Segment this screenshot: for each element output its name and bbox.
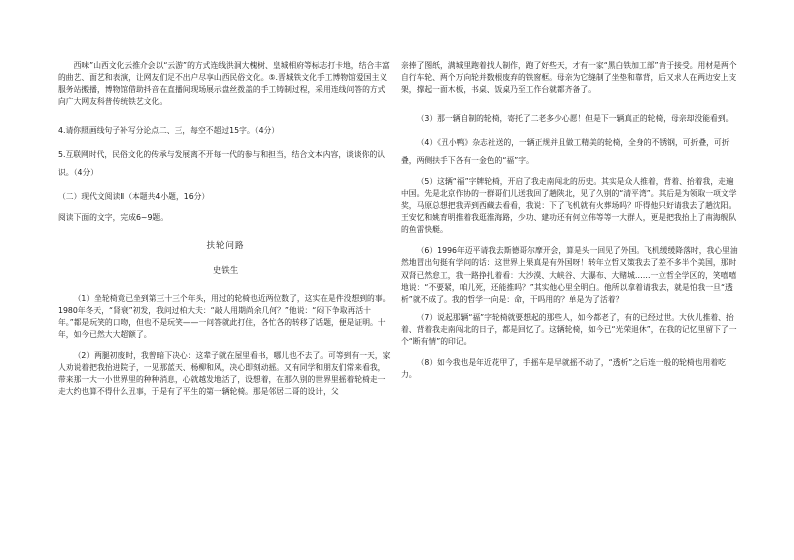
intro-paragraph: 西味”山西文化云推介会以“云游”的方式连线洪洞大槐树、皇城相府等标志打卡地，结合丰富的曲艺、面艺和表演，让网友们足不出户尽享山西民俗文化。⑤.晋城铁文化手工博物馆爱国主义服务站搬播，博物馆借助抖音在直播间现场展示盘丝拨盖的手工铸制过程，采用连线问答的方式向广大网友科普传统铁艺文化。 <box>58 61 390 107</box>
paragraph-5: （5）这辆“福”字牌轮椅，开启了我走南闯北的历史。其实是众人推着，背着、抬着我，走遍中国。先是北京作协的一群哥们儿送我回了趟陕北，见了久别的“清平湾”。其后是为领取一项文学奖，马原总想把我弄到西藏去看看，我说：下了飞机就有火葬场吗？吓得他只好请我去了趟沈阳。王安忆和姚育明推着我逛淮海路，少功、建功还有何立伟等等一大群人，更是把我抬上了南海舰队的鱼雷快艇。 <box>401 177 737 235</box>
left-column <box>58 60 393 398</box>
paragraph-3: （3）那一辆自制的轮椅，寄托了二老多少心愿！但是下一辆真正的轮椅，母亲却没能看到。 <box>416 114 734 124</box>
reading-instruction: 阅读下面的文字，完成6~9题。 <box>58 213 169 223</box>
article-author: 史铁生 <box>212 266 239 277</box>
section-heading: （二）现代文阅读Ⅱ（本题共4小题，16分） <box>58 192 210 202</box>
paragraph-2-continued: 亲捧了图纸，满城里跑着找人制作，跑了好些天，才有一家“黑白铁加工部”肯于接受。用材是两个自行车轮、两个万向轮并数根废弃的铁窗框。母亲为它缝制了坐垫和靠背，后又求人在两边安上支架，撑起一面木板，书桌、饭桌乃至工作台就都齐备了。 <box>401 61 737 95</box>
paragraph-2: （2）两腿初废时，我曾暗下决心：这辈子就在屋里看书，哪儿也不去了。可等到有一天，家人劝说着把我抬进院子，一见那蓝天、杨柳和风，决心即刻动摇。又有同学和朋友们常来看我，带来那一大一小世界里的种种消息，心就越发地活了，设想着，在那久别的世界里摇着轮椅走一走大约也算不得什么丑事，于是有了平生的第一辆轮椅。那是邻居二哥的设计，父 <box>58 350 391 397</box>
paragraph-4: （4）《丑小鸭》杂志社送的，一辆正规并且做工精美的轮椅，全身的不锈钢，可折叠，可折叠，两侧扶手下各有一金色的“福”字。 <box>401 138 730 166</box>
paragraph-7: （7）说起那辆“福”字轮椅就要想起的那些人，如今都老了，有的已经过世。大伙儿推着、抬着、背着我走南闯北的日子，都是回忆了。这辆轮椅，如今已“光荣退休”，在我的记忆里留下了一个“断有情”的印记。 <box>401 312 737 346</box>
question-5: 5.互联网时代，民俗文化的传承与发展离不开每一代的参与和担当，结合文本内容，谈谈你的认识。（4分） <box>58 150 386 178</box>
paragraph-1: （1）坐轮椅竟已坐到第三十三个年头，用过的轮椅也近两位数了，这实在是件没想到的事。1980年冬天，“肾衰”初发，我问过柏大夫：“敲人用期尚余几何？”他说：“闷下争取再活十年。”都是玩笑的口吻，但也不是玩笑——一问答就此打住，各忙各的转移了话题，便是证明。十年，如今已然大大超额了。 <box>58 293 391 339</box>
paragraph-8: （8）如今我也是年近花甲了，手摇车是早就摇不动了，“透析”之后连一般的轮椅也用着吃力。 <box>401 358 726 380</box>
paragraph-6: （6）1996年迈平请我去斯德哥尔摩开会，算是头一回见了外国。飞机缓缓降落时，我心里油然地冒出句挺有学问的话：这世界上果真是有外国呀！转年立哲又策我去了差不多半个美国，那时双肾已然怠工，我一路挣扎着看：大沙漠、大峡谷、大瀑布、大赌城……一立哲全学区的，笑嘻嘻地说：“不要紧，咱儿死，还能推吗？”其实他心里全明白。他所以拿着请我去，就是怕我一旦“透析”就不成了。我的哲学一向是：命，干吗用的？单是为了活着？ <box>401 246 738 304</box>
right-column <box>401 60 741 381</box>
question-4: 4.请你照画线句子补写分论点二、三，每空不超过15字。（4分） <box>58 126 280 136</box>
article-title: 扶轮问路 <box>206 241 245 252</box>
